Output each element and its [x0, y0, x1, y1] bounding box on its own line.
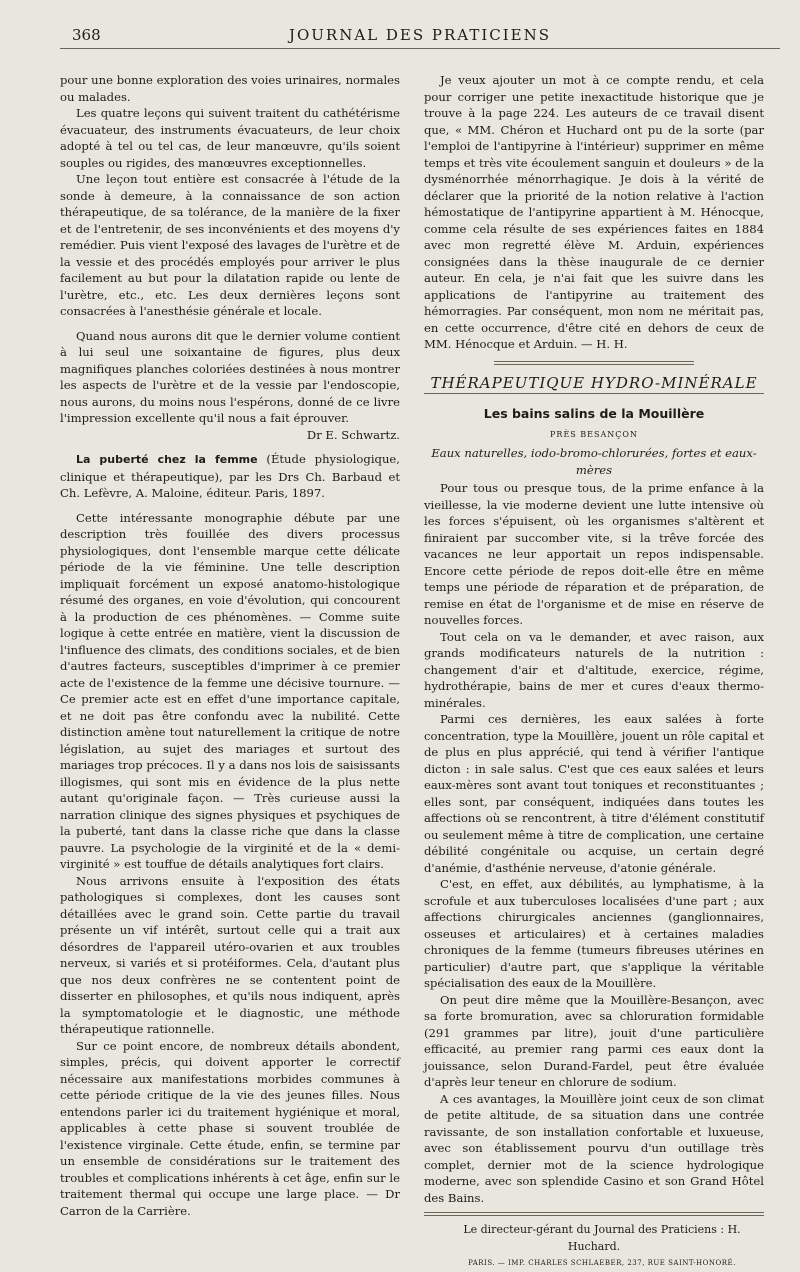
paragraph: Nous arrivons ensuite à l'exposition des états pathologiques si complexes, dont les causes sont détaillées avec le grand soin. Cette partie du travail présente un vif intérêt, surtout celle qui a trait aux désordres de l'appareil utéro-ovarien et aux troubles nerveux, si variés et si protéiformes. Cela, d'autant plus que nos deux confrères ne se contentent point de disserter en philosophes, et qu'ils nous indiquent, après la symptomatologie et le diagnostic, une méthode thérapeutique rationnelle.: [60, 873, 400, 1036]
page-number: 368: [72, 26, 101, 44]
paragraph: Je veux ajouter un mot à ce compte rendu, et cela pour corriger une petite inexactitude historique que je trouve à la page 224. Les auteurs de ce travail disent que, « MM. Chéron et Huchard ont pu de la sorte (par l'emploi de l'antipyrine à l'intérieur) supprimer en même temps et très vite écoulement sanguin et douleurs » de la dysménorrhée ménorrhagique. Je dois à la vérité de déclarer que la priorité de la notion relative à l'action hémostatique de l'antipyrine appartient à M. Hénocque, comme cela résulte de ses expériences faites en 1884 avec mon regretté élève M. Arduin, expériences consignées dans la thèse inaugurale de ce dernier auteur. En cela, je n'ai fait que les suivre dans les applications de l'antipyrine au traitement des hémorragies. Par conséquent, mon nom ne méritait pas, en cette occurrence, d'être cité en dehors de ceux de MM. Hénocque et Arduin. — H. H.: [424, 73, 764, 351]
paragraph: Parmi ces dernières, les eaux salées à forte concentration, type la Mouillère, jouent un rôle capital et de plus en plus apprécié, qui tend à vérifier l'antique dicton : in sale salus. C'est que ces eaux salées et leurs eaux-mères sont avant tout toniques et reconstituantes ; elles sont, par conséquent, indiquées dans toutes les affections où se rencontrent, à titre d'élément constitutif ou seulement même à titre de complication, une certaine débilité congénitale ou acquise, un certain degré d'anémie, d'asthénie nerveuse, d'atonie générale.: [424, 712, 764, 875]
paragraph: Les quatre leçons qui suivent traitent du cathétérisme évacuateur, des instruments évacuateurs, de leur choix adopté à tel ou tel cas, de leur manœuvre, qu'ils soient souples ou rigides, des manœuvres exceptionnelles.: [60, 106, 400, 170]
paragraph: Pour tous ou presque tous, de la prime enfance à la vieillesse, la vie moderne devient une lutte intensive où les forces s'épuisent, où les organismes s'altèrent et finiraient par succomber vite, si la trêve forcée des vacances ne leur apportait un repos indispensable. Encore cette période de repos doit-elle être en même temps une période de réparation et de préparation, de remise en état de l'organisme et de mise en réserve de nouvelles forces.: [424, 481, 764, 627]
journal-title: JOURNAL DES PRATICIENS: [288, 26, 552, 44]
paragraph: Tout cela on va le demander, et avec raison, aux grands modificateurs naturels de la nutrition : changement d'air et d'altitude, exercice, régime, hydrothérapie, bains de mer et cures d'eaux thermo-minérales.: [424, 629, 764, 710]
director-line: Le directeur-gérant du Journal des Praticiens : H. Huchard.: [463, 1223, 741, 1253]
printer-line: PARIS. — IMP. CHARLES SCHLAEBER, 237, RUE SAINT-HONORÉ.: [468, 1259, 736, 1267]
paragraph: Cette intéressante monographie débute par une description très fouillée des divers processus physiologiques, dont l'ensemble marque cette délicate période de la vie féminine. Une telle description impliquait forcément un exposé anatomo-histologique résumé des organes, en voie d'évolution, qui concourent à la production de ces phénomènes. — Comme suite logique à cette entrée en matière, vient la discussion de l'influence des climats, des conditions sociales, et de bien d'autres facteurs, susceptibles d'imprimer à ce premier acte de l'existence de la femme une décisive tournure. — Ce premier acte est en effet d'une importance capitale, et ne doit pas être confondu avec la nubilité. Cette distinction amène tout naturellement la critique de notre législation, au sujet des mariages et surtout des mariages trop précoces. Il y a dans nos lois de saisissants illogismes, qui sont mis en évidence de la plus nette autant qu'originale façon. — Très curieuse aussi la narration clinique des signes physiques et psychiques de la puberté, tant dans la classe riche que dans la classe pauvre. La psychologie de la virginité et de la « demi-virginité » est touffue de détails analytiques fort clairs.: [60, 510, 400, 871]
paragraph: Quand nous aurons dit que le dernier volume contient à lui seul une soixantaine de figures, plus deux magnifiques planches coloriées destinées à nous montrer les aspects de l'urètre et de la vessie par l'endoscopie, nous aurons, du moins nous l'espérons, donné de ce livre l'impression excellente qu'il nous a fait éprouver.: [60, 328, 400, 425]
running-head: [60, 24, 780, 49]
section-title: THÉRAPEUTIQUE HYDRO-MINÉRALE: [430, 373, 758, 392]
left-column: [60, 72, 400, 1219]
paragraph: A ces avantages, la Mouillère joint ceux de son climat de petite altitude, de sa situation dans une contrée ravissante, de son installation confortable et luxueuse, avec son établissement pourvu d'un outillage très complet, dernier mot de la science hydrologique moderne, avec son splendide Casino et son Grand Hôtel des Bains.: [424, 1091, 764, 1205]
paragraph: Une leçon tout entière est consacrée à l'étude de la sonde à demeure, à la connaissance de son action thérapeutique, de sa tolérance, de la manière de la fixer et de l'entretenir, de ses inconvénients et des moyens d'y remédier. Puis vient l'exposé des lavages de l'urètre et de la vessie et des procédés employés pour arriver le plus facilement au but pour la dilatation rapide ou lente de l'urètre, etc., etc. Les deux dernières leçons sont consacrées à l'anesthésie générale et locale.: [60, 172, 400, 318]
right-column: [424, 72, 764, 1272]
signature: Dr E. Schwartz.: [306, 427, 400, 442]
book-review-heading: [60, 451, 400, 502]
article-subtitle: Eaux naturelles, iodo-bromo-chlorurées, fortes et eaux-mères: [431, 446, 757, 477]
paragraph: C'est, en effet, aux débilités, au lymphatisme, à la scrofule et aux tuberculoses localisées d'une part ; aux affections chirurgicales anciennes (ganglionnaires, osseuses et articulaires) et à certaines maladies chroniques de la femme (tumeurs fibreuses utérines en particulier) d'autre part, que s'applique la véritable spécialisation des eaux de la Mouillère.: [424, 877, 764, 990]
paragraph: pour une bonne exploration des voies urinaires, normales ou malades.: [60, 73, 400, 104]
paragraph: On peut dire même que la Mouillère-Besançon, avec sa forte bromuration, avec sa chloruration formidable (291 grammes par litre), jouit d'une particulière efficacité, au premier rang parmi ces eaux dont la jouissance, selon Durand-Fardel, peut être évaluée d'après leur teneur en chlorure de sodium.: [424, 992, 764, 1089]
paragraph: Sur ce point encore, de nombreux détails abondent, simples, précis, qui doivent apporter le correctif nécessaire aux manifestations morbides communes à cette période critique de la vie des jeunes filles. Nous entendons parler ici du traitement hygiénique et moral, applicables à cette phase si souvent troublée de l'existence virginale. Cette étude, enfin, se termine par un ensemble de considérations sur le traitement des troubles et complications inhérents à cet âge, enfin sur le traitement thermal qui occupe une large place. — Dr Carron de la Carrière.: [60, 1038, 400, 1218]
article-place: PRÈS BESANÇON: [550, 429, 638, 439]
divider: [424, 1215, 764, 1216]
divider: [424, 393, 764, 394]
book-title: La puberté chez la femme: [76, 453, 258, 466]
divider: [494, 361, 694, 362]
book-reference: (Étude physiologique, clinique et thérapeutique), par les Drs Ch. Barbaud et Ch. Lefèvre, A. Maloine, éditeur. Paris, 1897.: [60, 452, 400, 500]
divider: [494, 364, 694, 365]
divider: [424, 1212, 764, 1213]
article-title: Les bains salins de la Mouillère: [483, 406, 705, 421]
